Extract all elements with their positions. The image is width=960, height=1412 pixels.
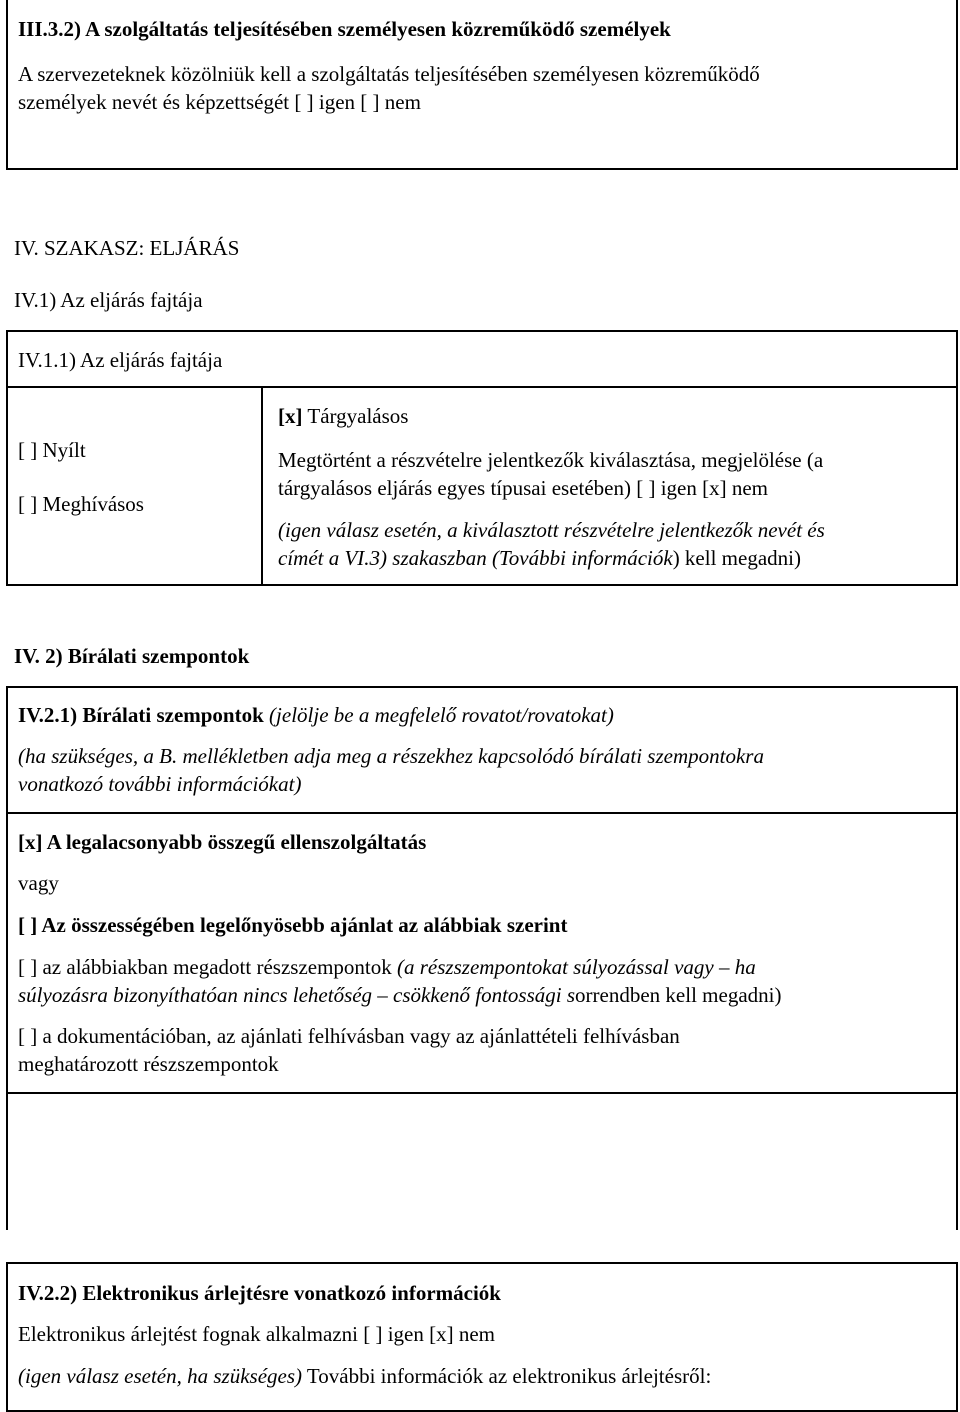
- section-iv-2-heading: IV. 2) Bírálati szempontok: [14, 644, 250, 668]
- option-open: [ ] Nyílt: [18, 438, 86, 462]
- section-iv-2-2-title: IV.2.2) Elektronikus árlejtésre vonatkozó információk: [18, 1281, 501, 1305]
- selection-note2: [278, 544, 801, 572]
- sub2-part-a: súlyozásra bizonyíthatóan nincs lehetőség – csökkenő fontossági s: [18, 983, 576, 1007]
- section-iv-2-1-heading: [18, 701, 614, 729]
- auction-line2-italic: (igen válasz esetén, ha szükséges): [18, 1364, 303, 1388]
- criteria-subcriteria-line2: [18, 981, 781, 1009]
- selection-line2: tárgyalásos eljárás egyes típusai esetében) [ ] igen [x] nem: [278, 476, 769, 500]
- heading-bold: IV.2.1) Bírálati szempontok: [18, 703, 270, 727]
- auction-line1: Elektronikus árlejtést fognak alkalmazni [ ] igen [x] nem: [18, 1322, 496, 1346]
- box-right-extension: [956, 1092, 958, 1230]
- option-negotiated: [278, 402, 408, 430]
- note2-part-a: címét a VI.3) szakaszban (: [278, 546, 500, 570]
- sub2-part-b: orrendben kell megadni): [575, 983, 782, 1007]
- section-iii-3-2-line2: személyek nevét és képzettségét [ ] igen [ ] nem: [18, 90, 421, 114]
- auction-line2-rest: További információk az elektronikus árlejtésről:: [302, 1364, 712, 1388]
- criteria-best-value: [ ] Az összességében legelőnyösebb ajánlat az alábbiak szerint: [18, 913, 568, 937]
- negotiated-mark: [x]: [278, 404, 303, 428]
- sub1-part-b: (a részszempontokat súlyozással vagy – ha: [397, 955, 756, 979]
- section-iii-3-2-title: III.3.2) A szolgáltatás teljesítésében személyesen közreműködő személyek: [18, 17, 671, 41]
- selection-note1: (igen válasz esetén, a kiválasztott részvételre jelentkezők nevét és: [278, 518, 825, 542]
- section-iv-1-heading: IV.1) Az eljárás fajtája: [14, 288, 203, 312]
- criteria-lowest-price: [x] A legalacsonyabb összegű ellenszolgáltatás: [18, 830, 427, 854]
- criteria-note2: vonatkozó további információkat): [18, 772, 302, 796]
- selection-line1: Megtörtént a részvételre jelentkezők kiválasztása, megjelölése (a: [278, 448, 824, 472]
- section-iv-heading: IV. SZAKASZ: ELJÁRÁS: [14, 236, 240, 260]
- note2-part-c: ) kell megadni): [672, 546, 801, 570]
- criteria-documentation-line1: [ ] a dokumentációban, az ajánlati felhívásban vagy az ajánlattételi felhívásban: [18, 1024, 680, 1048]
- section-iv-1-1-heading: IV.1.1) Az eljárás fajtája: [18, 348, 223, 372]
- heading-italic: (jelölje be a megfelelő rovatot/rovatokat): [269, 703, 614, 727]
- negotiated-label: Tárgyalásos: [302, 404, 409, 428]
- note2-part-b: További információk: [499, 546, 673, 570]
- criteria-note1: (ha szükséges, a B. mellékletben adja meg a részekhez kapcsolódó bírálati szempontokra: [18, 744, 764, 768]
- divider: [6, 386, 958, 388]
- column-divider: [261, 386, 263, 586]
- section-iii-3-2-line1: A szervezeteknek közölniük kell a szolgáltatás teljesítésében személyesen közreműködő: [18, 62, 760, 86]
- criteria-or: vagy: [18, 871, 59, 895]
- auction-line2: [18, 1362, 711, 1390]
- sub1-part-a: [ ] az alábbiakban megadott részszempontok: [18, 955, 398, 979]
- divider: [6, 812, 958, 814]
- criteria-subcriteria-line1: [18, 953, 756, 981]
- option-restricted: [ ] Meghívásos: [18, 492, 144, 516]
- criteria-documentation-line2: meghatározott részszempontok: [18, 1052, 279, 1076]
- box-left-extension: [6, 1092, 8, 1230]
